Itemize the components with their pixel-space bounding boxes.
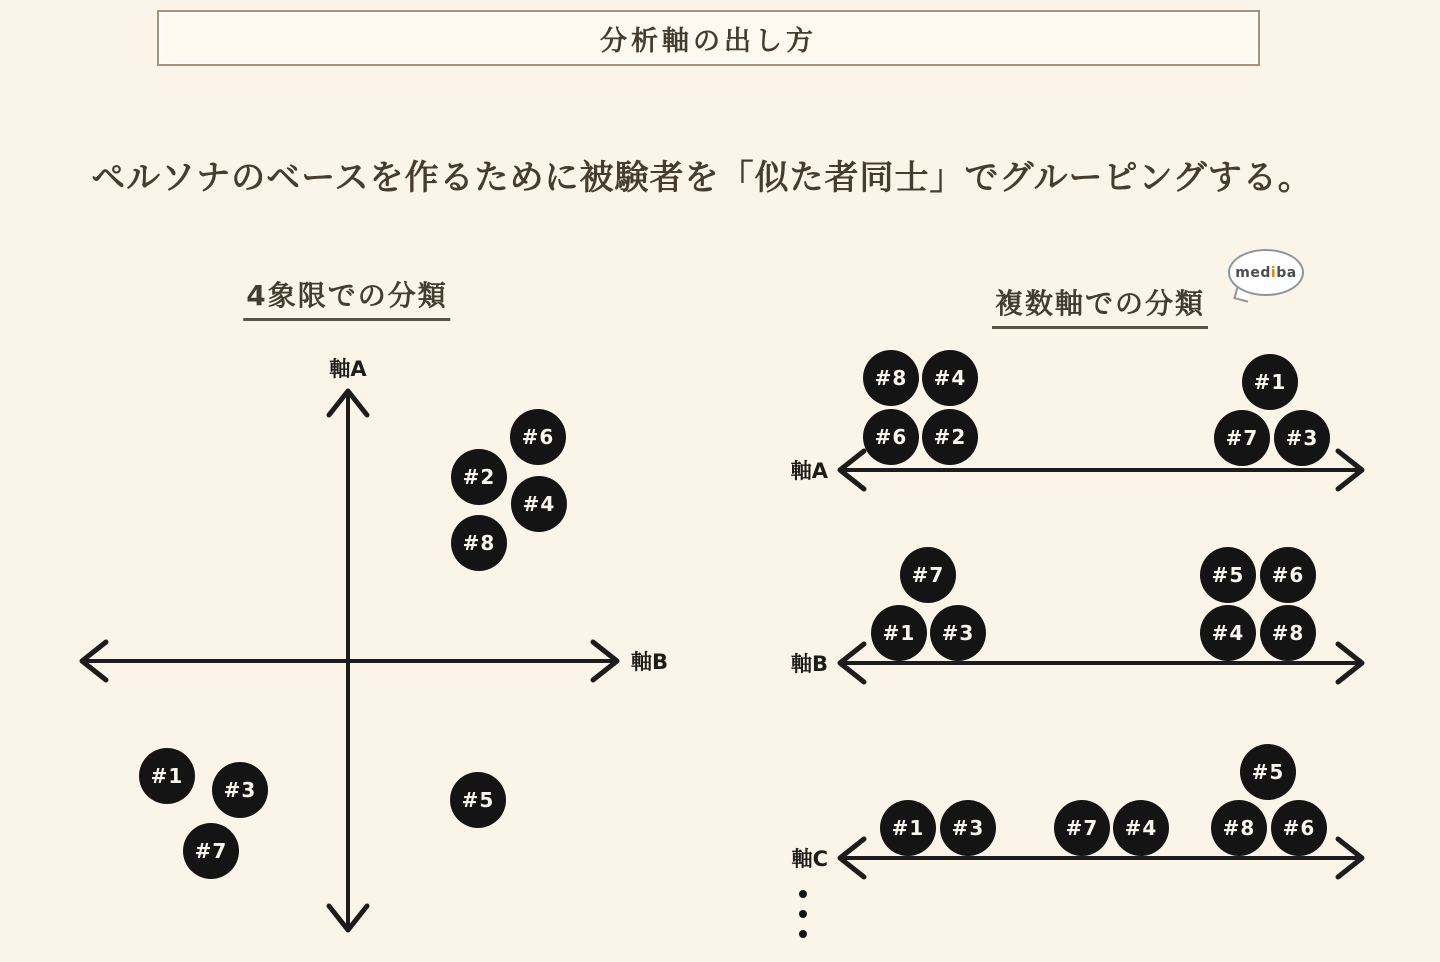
subject-dot: #7 bbox=[1054, 800, 1110, 856]
multi-axis-label: 軸B bbox=[790, 652, 828, 676]
subject-dot: #8 bbox=[1211, 800, 1267, 856]
arrowhead-right-icon bbox=[1338, 644, 1362, 682]
arrowhead-right-icon bbox=[1338, 839, 1362, 877]
subject-dot: #1 bbox=[880, 800, 936, 856]
subject-dot: #7 bbox=[900, 547, 956, 603]
continuation-dot bbox=[799, 930, 807, 938]
subject-dot: #3 bbox=[940, 800, 996, 856]
subject-dot: #3 bbox=[212, 762, 268, 818]
mediba-logo bbox=[1228, 249, 1304, 296]
title-box bbox=[157, 10, 1260, 66]
logo-text-accent: i bbox=[1270, 264, 1277, 281]
subject-dot: #3 bbox=[1274, 410, 1330, 466]
subject-dot: #4 bbox=[511, 476, 567, 532]
subject-dot: #2 bbox=[922, 409, 978, 465]
arrowhead-down-icon bbox=[329, 906, 367, 930]
subject-dot: #5 bbox=[1240, 744, 1296, 800]
subject-dot: #6 bbox=[1260, 547, 1316, 603]
logo-text-pre: med bbox=[1235, 264, 1271, 281]
subtitle-text: ペルソナのベースを作るために被験者を「似た者同士」でグルーピングする。 bbox=[91, 158, 1313, 198]
subject-dot: #6 bbox=[1271, 800, 1327, 856]
quadrant-section-heading: 4象限での分類 bbox=[243, 274, 450, 321]
subject-dot: #8 bbox=[451, 515, 507, 571]
arrowhead-left-icon bbox=[82, 642, 106, 680]
arrowhead-left-icon bbox=[840, 839, 864, 877]
subject-dot: #5 bbox=[450, 772, 506, 828]
continuation-dot bbox=[799, 890, 807, 898]
subject-dot: #6 bbox=[510, 409, 566, 465]
arrowhead-left-icon bbox=[840, 644, 864, 682]
arrowhead-left-icon bbox=[840, 451, 864, 489]
subject-dot: #4 bbox=[1200, 605, 1256, 661]
subject-dot: #7 bbox=[183, 823, 239, 879]
arrowhead-right-icon bbox=[1338, 451, 1362, 489]
subject-dot: #8 bbox=[1260, 605, 1316, 661]
subject-dot: #8 bbox=[863, 350, 919, 406]
subject-dot: #5 bbox=[1200, 547, 1256, 603]
subject-dot: #1 bbox=[871, 605, 927, 661]
arrowhead-right-icon bbox=[593, 642, 617, 680]
subject-dot: #7 bbox=[1214, 410, 1270, 466]
page-title: 分析軸の出し方 bbox=[600, 25, 817, 57]
subject-dot: #3 bbox=[930, 605, 986, 661]
subject-dot: #2 bbox=[451, 449, 507, 505]
multi-axis-label: 軸A bbox=[790, 459, 828, 483]
logo-text-post: ba bbox=[1276, 264, 1297, 281]
arrowhead-up-icon bbox=[329, 391, 367, 415]
subject-dot: #4 bbox=[1113, 800, 1169, 856]
subject-dot: #6 bbox=[863, 409, 919, 465]
multi-axis-label: 軸C bbox=[791, 847, 828, 871]
continuation-dot bbox=[799, 910, 807, 918]
subject-dot: #1 bbox=[139, 748, 195, 804]
subject-dot: #1 bbox=[1242, 354, 1298, 410]
multi-axis-section-heading: 複数軸での分類 bbox=[992, 282, 1208, 329]
quadrant-horizontal-axis-label: 軸B bbox=[631, 650, 669, 674]
quadrant-vertical-axis-label: 軸A bbox=[329, 357, 367, 381]
subject-dot: #4 bbox=[922, 350, 978, 406]
